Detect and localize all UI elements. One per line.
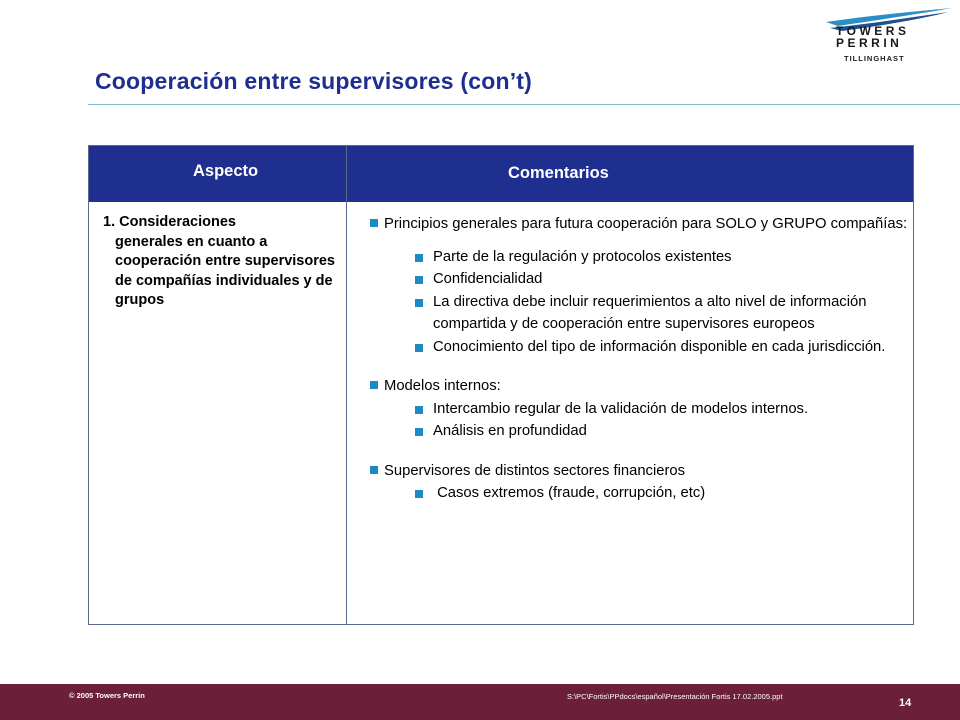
comment-item	[370, 460, 910, 483]
square-bullet-icon	[415, 344, 423, 352]
sub-comment-text: Intercambio regular de la validación de modelos internos.	[433, 400, 809, 417]
title-divider	[88, 104, 960, 105]
page-number: 14	[899, 697, 912, 709]
sub-comment-item	[370, 482, 910, 505]
sub-comment-item	[370, 336, 910, 359]
comment-text: Modelos internos:	[384, 378, 501, 394]
towers-perrin-logo	[808, 6, 956, 74]
header-aspecto: Aspecto	[193, 162, 259, 180]
comments-cell	[370, 213, 910, 505]
sub-comment-text: La directiva debe incluir requerimientos a alto nivel de información compartida y de cooperación entre supervisores europeos	[433, 293, 867, 332]
sub-comment-text: Casos extremos (fraude, corrupción, etc)	[433, 485, 706, 501]
footer-bar	[0, 684, 960, 720]
square-bullet-icon	[415, 428, 423, 436]
sub-comment-item	[370, 291, 910, 336]
sub-comment-item	[370, 268, 910, 291]
square-bullet-icon	[415, 254, 423, 262]
sub-comment-item	[370, 398, 910, 421]
table-header	[89, 146, 913, 202]
sub-comment-text: Parte de la regulación y protocolos existentes	[433, 248, 732, 265]
square-bullet-icon	[415, 299, 423, 307]
sub-comment-text: Confidencialidad	[433, 271, 543, 287]
sub-comment-item	[370, 420, 910, 443]
footer-file-path: S:\PC\Fortis\PPdocs\español\Presentación Fortis 17.02.2005.ppt	[567, 692, 783, 701]
square-bullet-icon	[415, 406, 423, 414]
column-divider	[346, 146, 347, 624]
aspect-cell	[103, 213, 343, 311]
content-table	[88, 145, 914, 625]
comment-item	[370, 375, 910, 398]
square-bullet-icon	[370, 219, 378, 227]
logo-text-towers: TOWERS	[836, 24, 910, 38]
aspect-heading: 1. Consideraciones	[103, 214, 236, 230]
comment-text: Principios generales para futura cooperación para SOLO y GRUPO compañías:	[384, 216, 908, 232]
sub-comment-text: Conocimiento del tipo de información disponible en cada jurisdicción.	[433, 338, 886, 355]
logo-text-perrin: PERRIN	[836, 36, 903, 50]
sub-comment-item	[370, 246, 910, 269]
square-bullet-icon	[415, 490, 423, 498]
slide-title: Cooperación entre supervisores (con’t)	[95, 68, 533, 94]
comment-text: Supervisores de distintos sectores financieros	[384, 462, 686, 479]
sub-comment-text: Análisis en profundidad	[433, 423, 587, 439]
aspect-description: generales en cuanto a cooperación entre supervisores de compañías individuales y de grupos	[115, 233, 335, 308]
square-bullet-icon	[415, 276, 423, 284]
square-bullet-icon	[370, 466, 378, 474]
comment-item	[370, 213, 910, 236]
square-bullet-icon	[370, 381, 378, 389]
logo-text-tillinghast: TILLINGHAST	[844, 54, 905, 63]
footer-copyright: © 2005 Towers Perrin	[69, 691, 145, 700]
header-comentarios: Comentarios	[508, 164, 609, 182]
